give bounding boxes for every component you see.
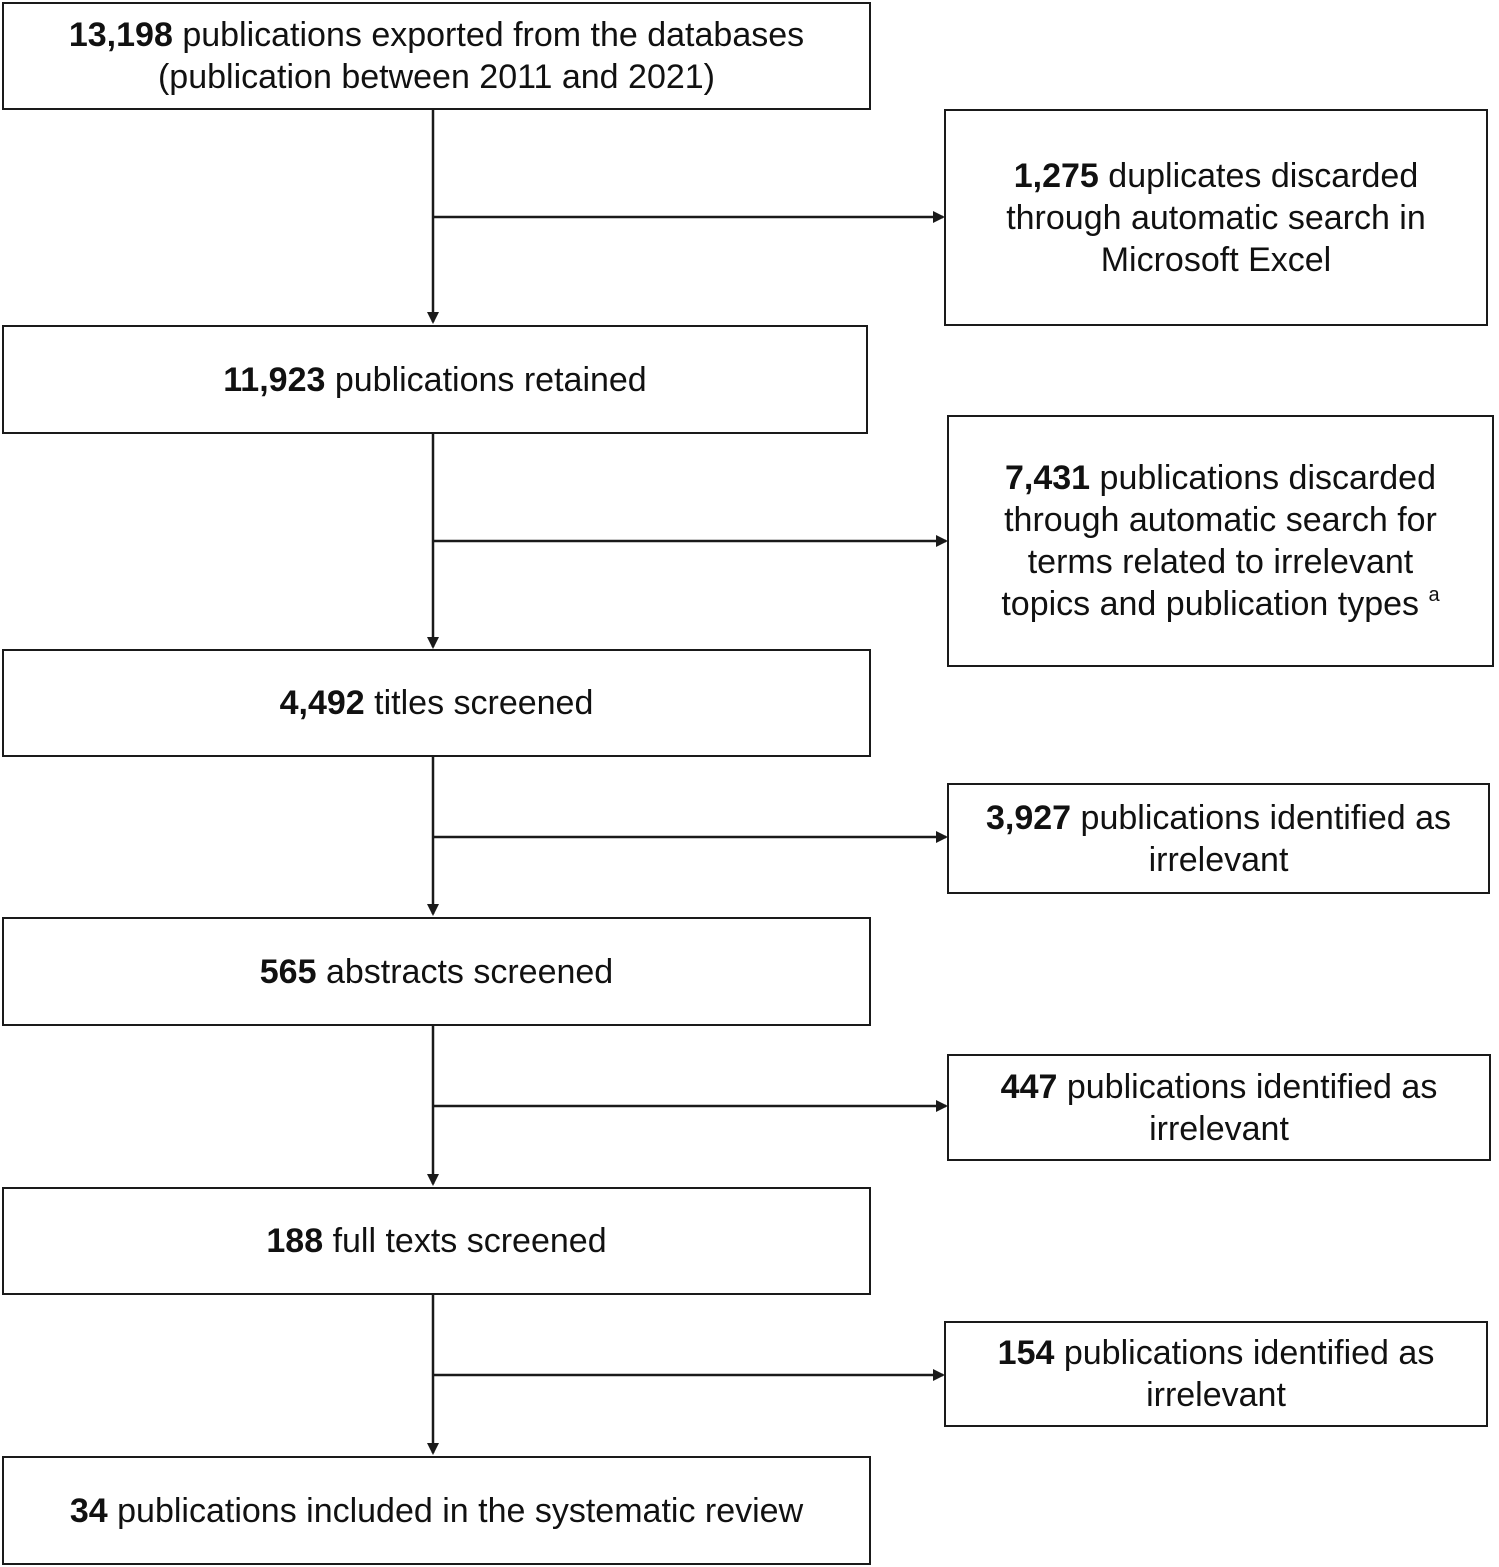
auto-discarded-line3: terms related to irrelevant <box>1027 543 1414 581</box>
retained-count: 11,923 <box>223 360 326 399</box>
duplicates-line1: duplicates discarded <box>1108 156 1419 195</box>
titles-text: titles screened <box>374 684 594 722</box>
full-texts-irrelevant-line2: irrelevant <box>1146 1376 1286 1414</box>
auto-discarded-line2: through automatic search for <box>1004 501 1437 539</box>
duplicates-line3: Microsoft Excel <box>1100 240 1332 279</box>
auto-discarded-line4: topics and publication types <box>1001 585 1420 623</box>
full-texts-count: 188 <box>266 1222 324 1260</box>
box-duplicates-discarded <box>944 109 1488 326</box>
abstracts-irrelevant-line1: publications identified as <box>1066 1067 1438 1106</box>
box-retained-publications <box>2 325 868 434</box>
box-automatic-search-discarded <box>947 415 1494 667</box>
box-exported-publications <box>2 2 871 110</box>
box-titles-irrelevant <box>947 783 1490 894</box>
included-count: 34 <box>69 1491 108 1530</box>
abstracts-text: abstracts screened <box>325 952 614 991</box>
abstracts-irrelevant-count: 447 <box>1000 1067 1058 1106</box>
retained-text: publications retained <box>334 360 647 399</box>
box-included-publications <box>2 1456 871 1565</box>
footnote-marker: a <box>1428 584 1440 606</box>
duplicates-line2: through automatic search in <box>1006 198 1426 237</box>
abstracts-irrelevant-line2: irrelevant <box>1149 1109 1289 1148</box>
auto-discarded-line1: publications discarded <box>1099 459 1436 497</box>
full-texts-irrelevant-line1: publications identified as <box>1063 1334 1435 1372</box>
full-texts-text: full texts screened <box>332 1222 607 1260</box>
full-texts-irrelevant-count: 154 <box>997 1334 1055 1372</box>
duplicates-count: 1,275 <box>1013 156 1099 195</box>
box-abstracts-screened <box>2 917 871 1026</box>
titles-count: 4,492 <box>279 684 365 722</box>
auto-discarded-count: 7,431 <box>1005 459 1091 497</box>
titles-irrelevant-line1: publications identified as <box>1080 798 1451 837</box>
included-text: publications included in the systematic review <box>117 1491 804 1530</box>
titles-irrelevant-line2: irrelevant <box>1148 840 1289 879</box>
titles-irrelevant-count: 3,927 <box>985 798 1072 837</box>
box-full-texts-screened <box>2 1187 871 1295</box>
exported-period: (publication between 2011 and 2021) <box>157 58 715 96</box>
abstracts-count: 565 <box>259 952 317 991</box>
box-titles-screened <box>2 649 871 757</box>
exported-count: 13,198 <box>68 16 173 54</box>
box-abstracts-irrelevant <box>947 1054 1491 1161</box>
exported-text: publications exported from the databases <box>182 16 805 54</box>
box-full-texts-irrelevant <box>944 1321 1488 1427</box>
